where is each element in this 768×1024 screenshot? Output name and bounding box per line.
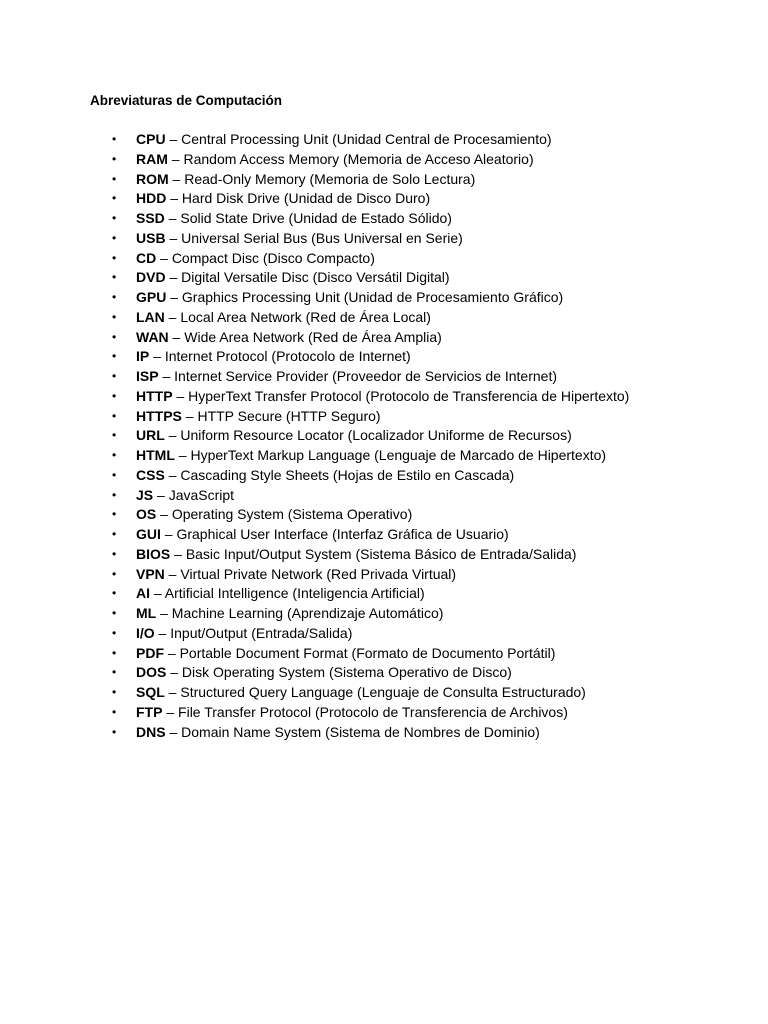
bullet-icon: • — [112, 586, 117, 601]
bullet-icon: • — [112, 329, 117, 344]
description: HyperText Markup Language (Lenguaje de Marcado de Hipertexto) — [190, 447, 607, 463]
description: Compact Disc (Disco Compacto) — [171, 249, 375, 266]
list-item-entry — [136, 446, 606, 466]
abbreviation: VPN — [136, 565, 165, 582]
bullet-icon: • — [112, 527, 117, 541]
abbreviation: HTML — [136, 447, 175, 463]
description: Random Access Memory (Memoria de Acceso Aleatorio) — [183, 150, 534, 167]
bullet-icon: • — [112, 151, 117, 166]
list-item-entry — [136, 288, 563, 308]
list-item-entry — [136, 189, 430, 209]
separator: – — [164, 308, 181, 325]
bullet-icon: • — [112, 369, 117, 383]
separator: – — [166, 190, 182, 207]
description: Graphics Processing Unit (Unidad de Procesamiento Gráfico) — [181, 289, 564, 305]
abbreviation: GPU — [136, 289, 167, 305]
description: Solid State Drive (Unidad de Estado Sólido) — [180, 210, 452, 226]
bullet-icon: • — [112, 309, 117, 324]
bullet-icon: • — [112, 230, 117, 245]
list-item-entry — [136, 130, 552, 150]
separator: – — [154, 624, 171, 641]
bullet-icon: • — [112, 467, 117, 482]
description: Read-Only Memory (Memoria de Solo Lectura) — [184, 170, 476, 187]
abbreviation: HTTPS — [136, 407, 182, 424]
abbreviation: GUI — [136, 526, 161, 542]
list-item-entry — [136, 407, 381, 427]
abbreviation: URL — [136, 427, 165, 444]
bullet-icon: • — [112, 566, 117, 581]
list-item-entry — [136, 426, 572, 446]
description: Wide Area Network (Red de Área Amplia) — [184, 328, 442, 345]
abbreviation: CSS — [136, 466, 165, 483]
bullet-icon: • — [112, 171, 117, 186]
separator: – — [168, 328, 185, 345]
abbreviation: DVD — [136, 269, 166, 286]
description: Basic Input/Output System (Sistema Básico de Entrada/Salida) — [185, 545, 577, 562]
description: Artificial Intelligence (Inteligencia Artificial) — [164, 585, 425, 602]
list-item-entry — [136, 229, 463, 249]
description: Universal Serial Bus (Bus Universal en Serie) — [181, 229, 463, 246]
abbreviation: LAN — [136, 308, 165, 325]
separator: – — [150, 585, 165, 602]
list-item-entry — [136, 703, 568, 723]
abbreviation: RAM — [136, 150, 168, 167]
bullet-icon: • — [112, 704, 117, 719]
abbreviation: HTTP — [136, 387, 173, 404]
separator: – — [164, 210, 181, 226]
abbreviation: ISP — [136, 368, 159, 384]
list-item-entry — [136, 308, 431, 328]
description: Central Processing Unit (Unidad Central de Procesamiento) — [181, 131, 552, 147]
bullet-icon: • — [112, 645, 117, 660]
abbreviation: DOS — [136, 664, 167, 681]
bullet-icon: • — [112, 685, 117, 699]
bullet-icon: • — [112, 507, 117, 522]
bullet-icon: • — [112, 487, 117, 502]
separator: – — [149, 348, 165, 365]
separator: – — [165, 229, 182, 246]
abbreviation: DNS — [136, 723, 166, 740]
description: Virtual Private Network (Red Privada Virtual) — [180, 565, 457, 582]
bullet-icon: • — [112, 724, 117, 739]
abbreviation: OS — [136, 506, 157, 523]
separator: – — [168, 170, 185, 187]
bullet-icon: • — [112, 625, 117, 640]
list-item-entry — [136, 683, 586, 703]
abbreviation: SSD — [136, 210, 165, 226]
bullet-icon: • — [112, 132, 117, 146]
list-item-entry — [136, 268, 450, 288]
description: Hard Disk Drive (Unidad de Disco Duro) — [181, 190, 431, 207]
description: HTTP Secure (HTTP Seguro) — [197, 407, 381, 424]
description: Domain Name System (Sistema de Nombres de Dominio) — [181, 723, 540, 740]
abbreviation: USB — [136, 229, 166, 246]
description: Portable Document Format (Formato de Documento Portátil) — [179, 644, 556, 661]
separator: – — [164, 427, 181, 444]
abbreviation: IP — [136, 348, 150, 365]
list-item-entry — [136, 466, 514, 486]
list-item-entry — [136, 663, 512, 683]
abbreviation: WAN — [136, 328, 169, 345]
separator: – — [170, 545, 186, 562]
description: File Transfer Protocol (Protocolo de Transferencia de Archivos) — [178, 703, 568, 720]
abbreviation: ROM — [136, 170, 169, 187]
list-item-entry — [136, 367, 557, 387]
separator: – — [165, 131, 182, 147]
abbreviation: CD — [136, 249, 157, 266]
description: Local Area Network (Red de Área Local) — [180, 308, 431, 325]
separator: – — [164, 684, 181, 700]
bullet-icon: • — [112, 250, 117, 265]
description: Operating System (Sistema Operativo) — [171, 506, 413, 523]
separator: – — [172, 387, 189, 404]
separator: – — [156, 605, 172, 621]
abbreviation: ML — [136, 605, 157, 621]
list-item-entry — [136, 387, 629, 407]
description: Cascading Style Sheets (Hojas de Estilo en Cascada) — [180, 466, 515, 483]
separator: – — [160, 526, 177, 542]
list-item-entry — [136, 328, 442, 348]
bullet-icon: • — [112, 191, 117, 206]
list-item-entry — [136, 584, 425, 604]
separator: – — [167, 150, 184, 167]
abbreviation: PDF — [136, 644, 164, 661]
list-item-entry — [136, 624, 352, 644]
list-item-entry — [136, 525, 509, 545]
separator: – — [156, 506, 172, 523]
abbreviation: FTP — [136, 703, 163, 720]
description: Digital Versatile Disc (Disco Versátil Digital) — [181, 269, 450, 286]
separator: – — [165, 723, 182, 740]
separator: – — [174, 447, 191, 463]
abbreviation: BIOS — [136, 545, 171, 562]
separator: – — [165, 269, 182, 286]
separator: – — [164, 565, 181, 582]
description: Structured Query Language (Lenguaje de Consulta Estructurado) — [180, 684, 586, 700]
bullet-icon: • — [112, 211, 117, 225]
abbreviation: HDD — [136, 190, 167, 207]
bullet-icon: • — [112, 349, 117, 364]
description: Uniform Resource Locator (Localizador Uniforme de Recursos) — [180, 427, 572, 444]
bullet-icon: • — [112, 606, 117, 620]
list-item-entry — [136, 565, 456, 585]
abbreviation: JS — [136, 486, 154, 503]
description: JavaScript — [168, 486, 235, 503]
bullet-icon: • — [112, 665, 117, 680]
list-item-entry — [136, 209, 452, 229]
abbreviation: AI — [136, 585, 150, 602]
abbreviation: I/O — [136, 624, 155, 641]
description: Graphical User Interface (Interfaz Gráfica de Usuario) — [176, 526, 509, 542]
separator: – — [181, 407, 198, 424]
separator: – — [158, 368, 175, 384]
bullet-icon: • — [112, 408, 117, 423]
description: Internet Protocol (Protocolo de Internet) — [164, 348, 411, 365]
separator: – — [162, 703, 179, 720]
description: HyperText Transfer Protocol (Protocolo de Transferencia de Hipertexto) — [188, 387, 630, 404]
list-item-entry — [136, 486, 234, 506]
abbreviation: CPU — [136, 131, 166, 147]
description: Machine Learning (Aprendizaje Automático) — [171, 605, 444, 621]
bullet-icon: • — [112, 546, 117, 561]
list-item-entry — [136, 505, 412, 525]
separator: – — [153, 486, 169, 503]
bullet-icon: • — [112, 270, 117, 285]
separator: – — [166, 664, 182, 681]
separator: – — [156, 249, 172, 266]
page-title: Abreviaturas de Computación — [90, 93, 283, 108]
abbreviation: SQL — [136, 684, 165, 700]
list-item-entry — [136, 150, 534, 170]
bullet-icon: • — [112, 388, 117, 403]
description: Internet Service Provider (Proveedor de Servicios de Internet) — [174, 368, 558, 384]
list-item-entry — [136, 644, 555, 664]
list-item-entry — [136, 604, 443, 624]
separator: – — [164, 644, 180, 661]
separator: – — [164, 466, 181, 483]
description: Disk Operating System (Sistema Operativo de Disco) — [181, 664, 512, 681]
list-item-entry — [136, 347, 411, 367]
list-item-entry — [136, 545, 576, 565]
list-item-entry — [136, 170, 475, 190]
description: Input/Output (Entrada/Salida) — [170, 624, 353, 641]
list-item-entry — [136, 723, 540, 743]
bullet-icon: • — [112, 428, 117, 443]
bullet-icon: • — [112, 448, 117, 462]
list-item-entry — [136, 249, 375, 269]
bullet-icon: • — [112, 290, 117, 304]
separator: – — [166, 289, 182, 305]
